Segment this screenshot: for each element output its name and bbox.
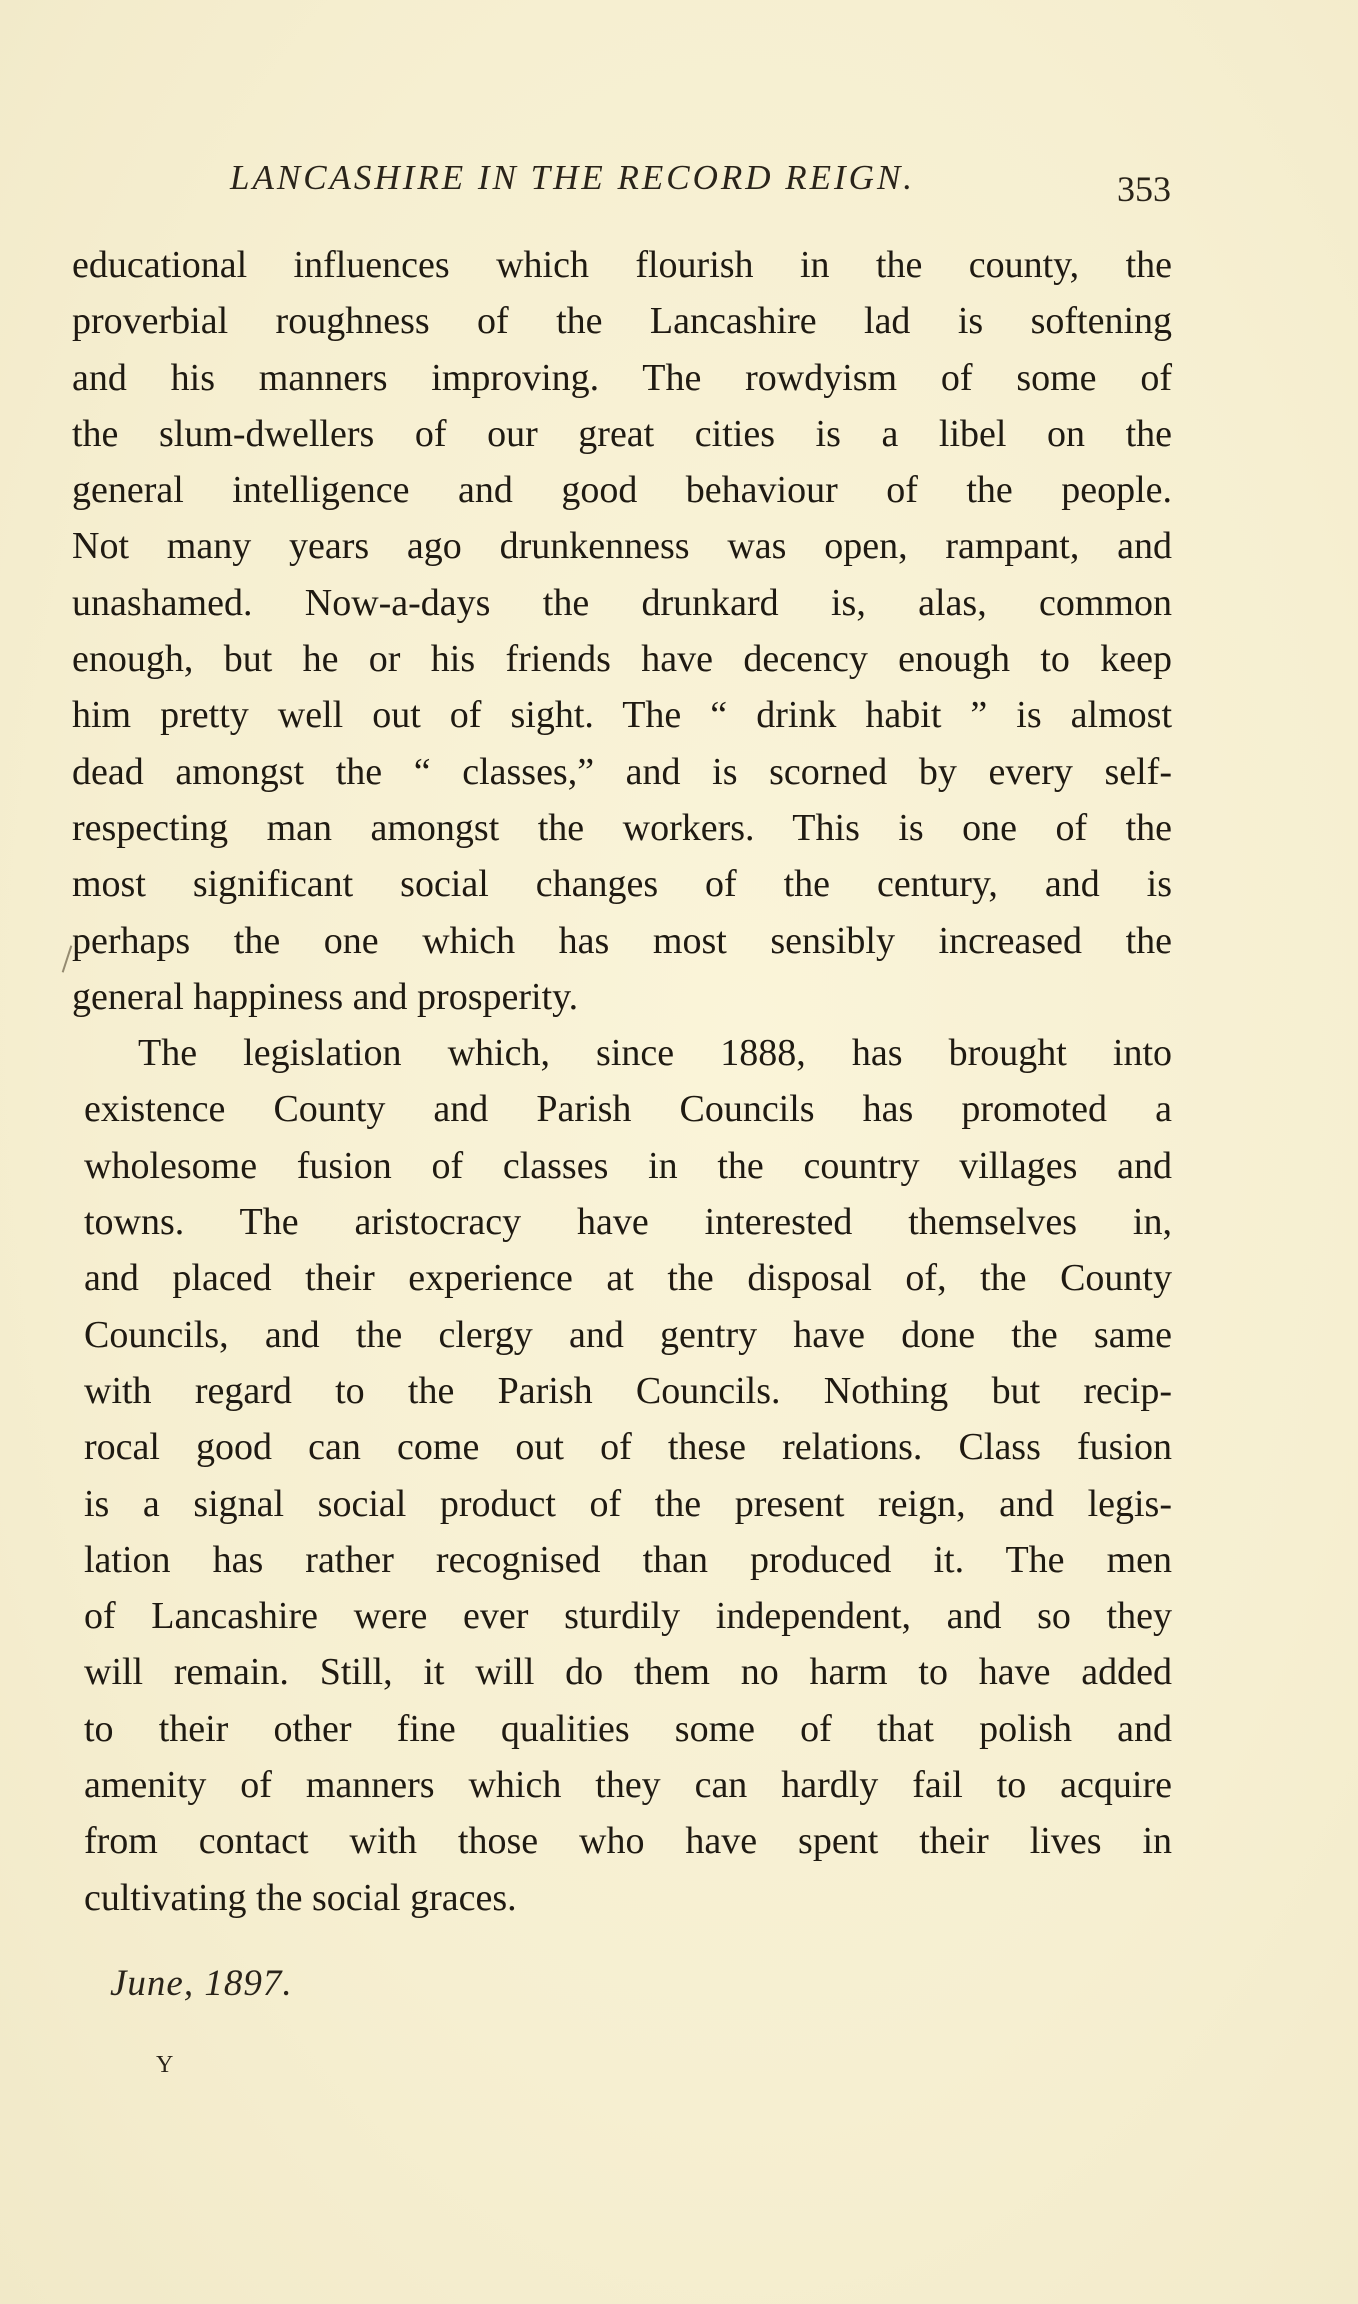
dateline: June, 1897.	[110, 1963, 293, 2004]
text-line: and his manners improving. The rowdyism of some of	[72, 356, 1172, 399]
text-line: unashamed. Now-a-days the drunkard is, alas, common	[72, 581, 1172, 624]
text-line: dead amongst the “ classes,” and is scorned by every self-	[72, 750, 1172, 793]
text-line: the slum-dwellers of our great cities is a libel on the	[72, 412, 1172, 455]
running-title: LANCASHIRE IN THE RECORD REIGN.	[230, 158, 916, 197]
text-line: with regard to the Parish Councils. Nothing but recip-	[84, 1369, 1172, 1412]
text-line: cultivating the social graces.	[84, 1876, 517, 1919]
text-line: towns. The aristocracy have interested themselves in,	[84, 1201, 1172, 1244]
text-line: him pretty well out of sight. The “ drink habit ” is almost	[72, 694, 1172, 737]
text-line: amenity of manners which they can hardly fail to acquire	[84, 1764, 1172, 1807]
text-line: proverbial roughness of the Lancashire lad is softening	[72, 300, 1172, 343]
text-line: and placed their experience at the disposal of, the County	[84, 1257, 1172, 1300]
text-line: existence County and Parish Councils has promoted a	[84, 1088, 1172, 1131]
text-line: general happiness and prosperity.	[72, 975, 579, 1018]
text-line: general intelligence and good behaviour of the people.	[72, 469, 1172, 512]
text-line: will remain. Still, it will do them no harm to have added	[84, 1651, 1172, 1694]
text-line: enough, but he or his friends have decency enough to keep	[72, 638, 1172, 681]
paragraph	[84, 1025, 1172, 1926]
text-line: rocal good can come out of these relations. Class fusion	[84, 1426, 1172, 1469]
text-line: is a signal social product of the present reign, and legis-	[84, 1482, 1172, 1525]
page-number: 353	[1117, 169, 1171, 209]
text-line: most significant social changes of the century, and is	[72, 863, 1172, 906]
text-line: Councils, and the clergy and gentry have done the same	[84, 1313, 1172, 1356]
text-line: to their other fine qualities some of that polish and	[84, 1707, 1172, 1750]
text-line: lation has rather recognised than produced it. The men	[84, 1538, 1172, 1581]
text-line: The legislation which, since 1888, has brought into	[138, 1032, 1172, 1075]
text-line: educational influences which flourish in the county, the	[72, 244, 1172, 286]
paragraph	[72, 237, 1172, 1025]
text-line: from contact with those who have spent their lives in	[84, 1820, 1172, 1863]
signature-mark: Y	[156, 2052, 174, 2078]
text-line: perhaps the one which has most sensibly increased the	[72, 919, 1172, 962]
text-line: of Lancashire were ever sturdily independent, and so they	[84, 1595, 1172, 1638]
body-text	[72, 237, 1172, 1926]
text-line: wholesome fusion of classes in the country villages and	[84, 1144, 1172, 1187]
text-line: Not many years ago drunkenness was open, rampant, and	[72, 525, 1172, 568]
text-line: respecting man amongst the workers. This is one of the	[72, 806, 1172, 849]
margin-mark	[62, 945, 73, 972]
